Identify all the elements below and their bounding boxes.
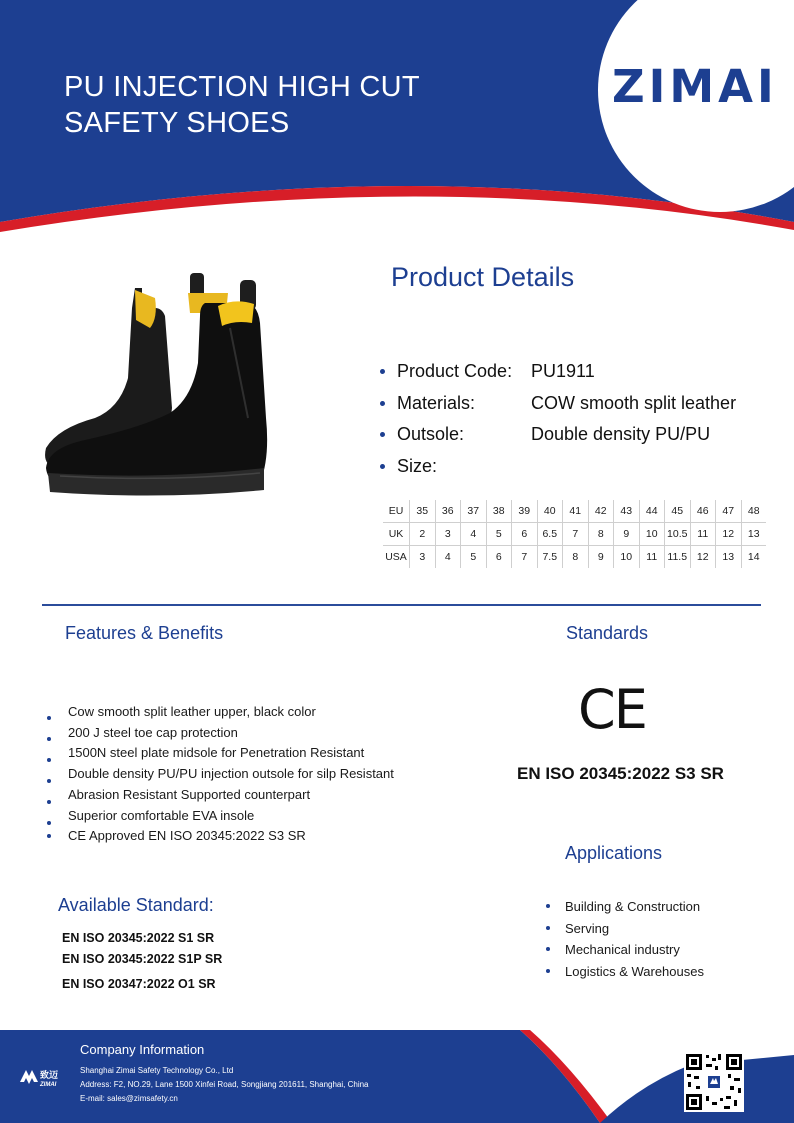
brand-chinese-name: 致迈 — [40, 1070, 59, 1080]
table-cell: 4 — [435, 546, 461, 569]
bullet-icon — [47, 800, 51, 804]
bullet-icon — [380, 464, 385, 469]
bullet-icon — [47, 779, 51, 783]
bullet-icon — [546, 947, 550, 951]
feature-item: 200 J steel toe cap protection — [68, 725, 238, 740]
table-cell: 7 — [512, 546, 538, 569]
spec-label: Materials: — [397, 393, 476, 413]
table-row — [383, 523, 766, 546]
table-row — [383, 500, 766, 523]
table-cell: 3 — [435, 523, 461, 546]
feature-item: 1500N steel plate midsole for Penetration Resistant — [68, 745, 365, 760]
table-cell: 6 — [486, 546, 512, 569]
bullet-icon — [380, 401, 385, 406]
table-cell: 47 — [716, 500, 742, 523]
table-cell: 43 — [614, 500, 640, 523]
standards-title: Standards — [566, 623, 649, 643]
table-cell: UK — [383, 523, 410, 546]
features-title: Features & Benefits — [65, 623, 224, 643]
table-cell: 10.5 — [665, 523, 691, 546]
table-cell: 6 — [512, 523, 538, 546]
application-item: Mechanical industry — [565, 942, 680, 957]
size-conversion-table — [383, 500, 766, 568]
table-cell: 37 — [461, 500, 487, 523]
table-cell: 14 — [747, 551, 760, 563]
table-cell: 11.5 — [665, 546, 691, 569]
table-cell: 11 — [639, 546, 665, 569]
section-divider — [42, 604, 761, 606]
table-cell: 8 — [563, 546, 589, 569]
spec-value: COW smooth split leather — [531, 393, 737, 413]
table-cell: 38 — [486, 500, 512, 523]
table-cell: 42 — [588, 500, 614, 523]
table-row — [383, 546, 766, 569]
table-cell: 46 — [690, 500, 716, 523]
feature-item: Superior comfortable EVA insole — [68, 808, 255, 823]
table-cell: 13 — [741, 523, 766, 546]
bullet-icon — [380, 432, 385, 437]
black-chelsea-safety-boots-image — [40, 268, 280, 500]
bullet-icon — [47, 834, 51, 838]
available-standard-item: EN ISO 20345:2022 S1 SR — [62, 931, 215, 945]
application-item: Serving — [565, 921, 610, 936]
bullet-icon — [546, 926, 550, 930]
brand-logo: ZIMAI — [612, 60, 778, 113]
company-name: Shanghai Zimai Safety Technology Co., Ltd — [80, 1066, 234, 1075]
feature-item: Abrasion Resistant Supported counterpart — [68, 787, 311, 802]
bullet-icon — [546, 969, 550, 973]
page-title-line1: PU INJECTION HIGH CUT — [64, 71, 420, 103]
table-cell: 5 — [461, 546, 487, 569]
spec-label: Outsole: — [397, 424, 465, 444]
table-cell: 41 — [563, 500, 589, 523]
table-cell: 12 — [716, 523, 742, 546]
available-standard-item: EN ISO 20345:2022 S1P SR — [62, 952, 223, 966]
table-cell: 40 — [537, 500, 563, 523]
feature-item: Double density PU/PU injection outsole for silp Resistant — [68, 766, 394, 781]
page-title-line2: SAFETY SHOES — [64, 107, 290, 139]
standard-code: EN ISO 20345:2022 S3 SR — [517, 764, 724, 783]
bullet-icon — [47, 821, 51, 825]
company-logo-icon — [18, 1066, 40, 1088]
table-cell: 12 — [690, 546, 716, 569]
application-item: Logistics & Warehouses — [565, 964, 704, 979]
qr-code-icon — [684, 1052, 744, 1112]
table-cell: USA — [383, 546, 410, 569]
bullet-icon — [47, 737, 51, 741]
table-cell: 45 — [665, 500, 691, 523]
table-cell: 11 — [690, 523, 716, 546]
table-cell: 48 — [741, 500, 766, 523]
table-cell: 7.5 — [537, 546, 563, 569]
table-cell: 10 — [639, 523, 665, 546]
bullet-icon — [380, 369, 385, 374]
spec-value: PU1911 — [531, 361, 595, 381]
table-cell: EU — [383, 500, 410, 523]
table-cell: 13 — [716, 546, 742, 569]
company-info-title: Company Information — [80, 1042, 205, 1057]
product-details-title: Product Details — [391, 262, 575, 292]
table-cell: 44 — [639, 500, 665, 523]
table-cell: 9 — [588, 546, 614, 569]
ce-mark-icon: CE — [578, 678, 646, 741]
applications-title: Applications — [565, 843, 663, 863]
company-address: Address: F2, NO.29, Lane 1500 Xinfei Road, Songjiang 201611, Shanghai, China — [80, 1080, 369, 1089]
table-cell: 8 — [588, 523, 614, 546]
table-cell: 9 — [614, 523, 640, 546]
table-cell: 35 — [410, 500, 436, 523]
spec-value: Double density PU/PU — [531, 424, 711, 444]
company-email: E-mail: sales@zimsafety.cn — [80, 1094, 178, 1103]
brand-english-name: ZIMAI — [40, 1082, 57, 1088]
available-standard-item: EN ISO 20347:2022 O1 SR — [62, 977, 216, 991]
available-standard-title: Available Standard: — [58, 895, 214, 915]
table-cell: 36 — [435, 500, 461, 523]
spec-label: Product Code: — [397, 361, 513, 381]
table-cell: 39 — [512, 500, 538, 523]
bullet-icon — [546, 904, 550, 908]
table-cell: 10 — [614, 546, 640, 569]
application-item: Building & Construction — [565, 899, 701, 914]
table-cell: 6.5 — [537, 523, 563, 546]
feature-item: Cow smooth split leather upper, black color — [68, 704, 316, 719]
table-cell: 2 — [410, 523, 436, 546]
feature-item: CE Approved EN ISO 20345:2022 S3 SR — [68, 828, 306, 843]
table-cell: 7 — [563, 523, 589, 546]
table-cell: 5 — [486, 523, 512, 546]
spec-label: Size: — [397, 456, 438, 476]
table-cell: 3 — [410, 546, 436, 569]
table-cell: 4 — [461, 523, 487, 546]
bullet-icon — [47, 758, 51, 762]
bullet-icon — [47, 716, 51, 720]
